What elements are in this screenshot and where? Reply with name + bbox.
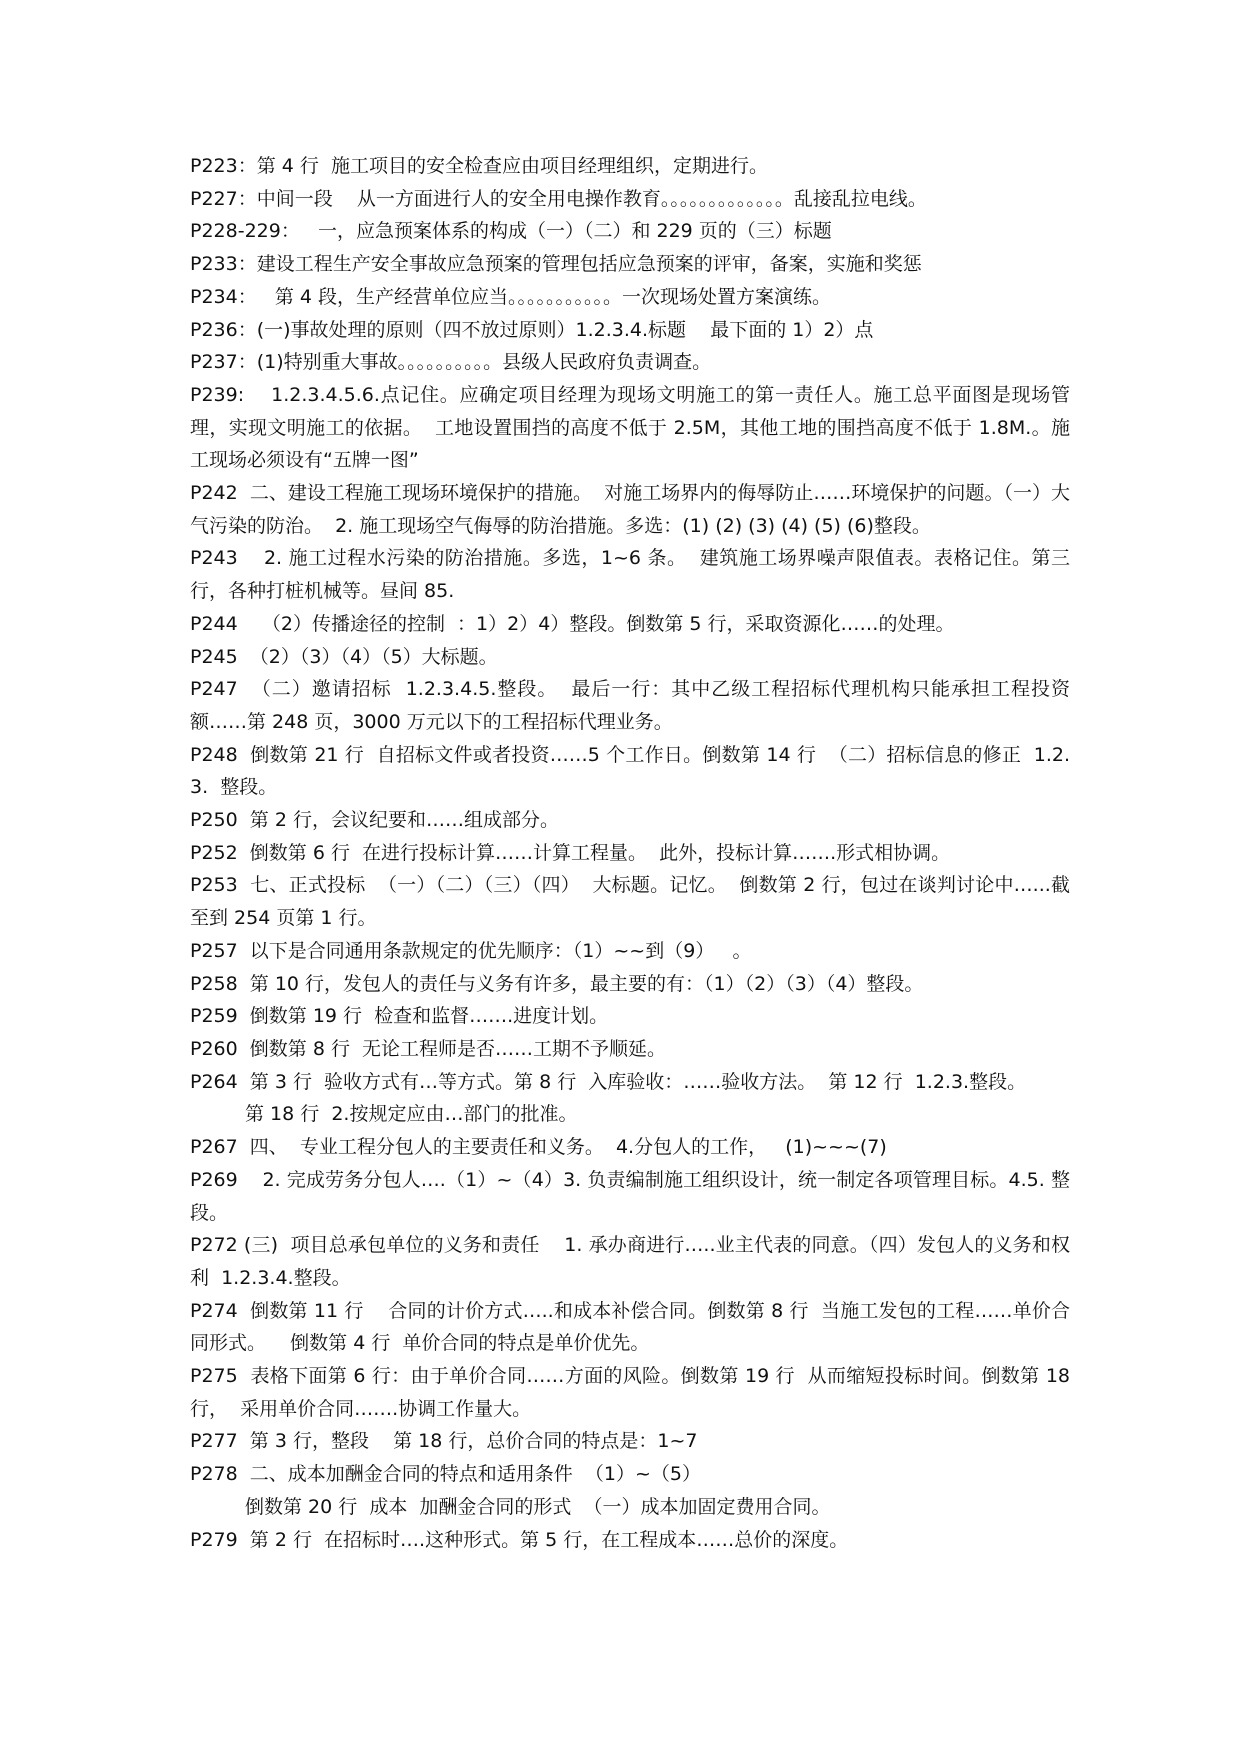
text-paragraph: P277 第 3 行，整段 第 18 行，总价合同的特点是：1~7: [190, 1430, 698, 1453]
text-paragraph: P236：(一)事故处理的原则（四不放过原则）1.2.3.4.标题 最下面的 1）2）点: [190, 318, 874, 341]
text-paragraph: P239: 1.2.3.4.5.6.点记住。应确定项目经理为现场文明施工的第一责任人。施工总平面图是现场管理，实现文明施工的依据。 工地设置围挡的高度不低于 2.5M，其他工地的围挡高度不低于 1.8M.。施工现场必须设有“五牌一图”: [190, 383, 1070, 472]
text-paragraph: P272 (三) 项目总承包单位的义务和责任 1. 承办商进行…..业主代表的同意。（四）发包人的义务和权利 1.2.3.4.整段。: [190, 1234, 1070, 1289]
text-paragraph: P257 以下是合同通用条款规定的优先顺序：（1）~~到（9） 。: [190, 939, 752, 962]
text-paragraph: P234： 第 4 段，生产经营单位应当。。。。。。。。。。。一次现场处置方案演练。: [190, 285, 832, 308]
text-paragraph: P245 （2）（3）（4）（5）大标题。: [190, 645, 498, 668]
text-paragraph: P243 2. 施工过程水污染的防治措施。多选，1~6 条。 建筑施工场界噪声限值表。表格记住。第三行，各种打桩机械等。昼间 85.: [190, 547, 1070, 603]
text-paragraph: 倒数第 20 行 成本 加酬金合同的形式 （一）成本加固定费用合同。: [245, 1495, 831, 1518]
text-paragraph: P278 二、成本加酬金合同的特点和适用条件 （1）~（5）: [190, 1463, 701, 1486]
text-paragraph: P258 第 10 行，发包人的责任与义务有许多，最主要的有：（1）（2）（3）（4）整段。: [190, 972, 924, 995]
text-paragraph: 第 18 行 2.按规定应由…部门的批准。: [245, 1103, 578, 1126]
text-paragraph: P227：中间一段 从一方面进行人的安全用电操作教育。。。。。。。。。。。。。乱接乱拉电线。: [190, 187, 927, 210]
text-paragraph: P228-229： 一，应急预案体系的构成（一）（二）和 229 页的（三）标题: [190, 220, 832, 243]
text-paragraph: P260 倒数第 8 行 无论工程师是否……工期不予顺延。: [190, 1037, 667, 1060]
text-paragraph: P267 四、 专业工程分包人的主要责任和义务。 4.分包人的工作， (1)~~~(7): [190, 1136, 887, 1159]
text-paragraph: P233：建设工程生产安全事故应急预案的管理包括应急预案的评审，备案，实施和奖惩: [190, 253, 922, 276]
text-paragraph: P223：第 4 行 施工项目的安全检查应由项目经理组织，定期进行。: [190, 155, 768, 177]
text-paragraph: P269 2. 完成劳务分包人….（1）~（4）3. 负责编制施工组织设计，统一制定各项管理目标。4.5. 整段。: [190, 1168, 1070, 1224]
text-paragraph: P275 表格下面第 6 行：由于单价合同……方面的风险。倒数第 19 行 从而缩短投标时间。倒数第 18 行， 采用单价合同…….协调工作量大。: [190, 1365, 1077, 1420]
document-body: [190, 150, 1077, 1556]
text-paragraph: P274 倒数第 11 行 合同的计价方式…..和成本补偿合同。倒数第 8 行 当施工发包的工程……单价合同形式。 倒数第 4 行 单价合同的特点是单价优先。: [190, 1299, 1070, 1355]
text-paragraph: P237：(1)特别重大事故。。。。。。。。。。县级人民政府负责调查。: [190, 351, 712, 374]
text-paragraph: P244 （2）传播途径的控制 ：1）2）4）整段。倒数第 5 行，采取资源化……的处理。: [190, 612, 955, 635]
text-paragraph: P264 第 3 行 验收方式有…等方式。第 8 行 入库验收：……验收方法。 第 12 行 1.2.3.整段。: [190, 1070, 1027, 1093]
text-paragraph: P279 第 2 行 在招标时….这种形式。第 5 行，在工程成本……总价的深度。: [190, 1528, 849, 1551]
text-paragraph: P252 倒数第 6 行 在进行投标计算……计算工程量。 此外，投标计算…….形式相协调。: [190, 841, 951, 864]
text-paragraph: P253 七、正式投标 （一）（二）（三）（四） 大标题。记忆。 倒数第 2 行，包过在谈判讨论中…...截至到 254 页第 1 行。: [190, 874, 1070, 930]
text-paragraph: P247 （二）邀请招标 1.2.3.4.5.整段。 最后一行：其中乙级工程招标代理机构只能承担工程投资额……第 248 页，3000 万元以下的工程招标代理业务。: [190, 678, 1070, 733]
text-paragraph: P248 倒数第 21 行 自招标文件或者投资……5 个工作日。倒数第 14 行 （二）招标信息的修正 1.2.3. 整段。: [190, 743, 1070, 799]
text-paragraph: P242 二、建设工程施工现场环境保护的措施。 对施工场界内的侮辱防止……环境保护的问题。（一）大气污染的防治。 2. 施工现场空气侮辱的防治措施。多选：(1) (2) (3) (4) (5) (6)整段。: [190, 482, 1070, 537]
text-paragraph: P259 倒数第 19 行 检查和监督…….进度计划。: [190, 1005, 609, 1028]
text-paragraph: P250 第 2 行，会议纪要和……组成部分。: [190, 809, 559, 832]
